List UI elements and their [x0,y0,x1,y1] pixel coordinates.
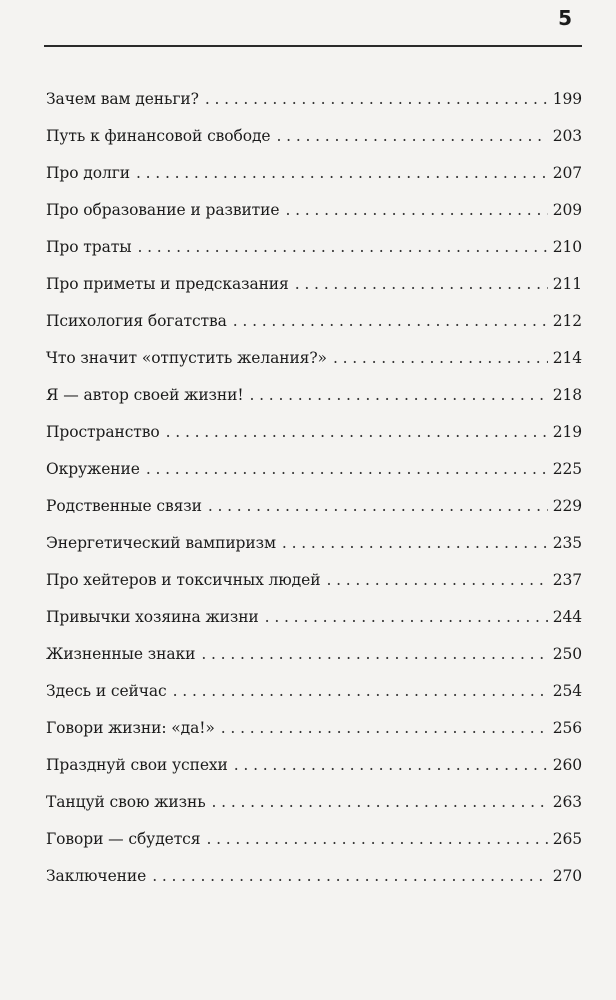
dot-leader [201,645,548,663]
header-divider [44,45,582,47]
toc-entry [46,709,582,746]
toc-entry-title: Путь к финансовой свободе [46,126,271,145]
toc-entry [46,672,582,709]
toc-entry [46,487,582,524]
toc-entry-page: 270 [552,866,582,885]
toc-entry-title: Здесь и сейчас [46,681,167,700]
dot-leader [205,90,548,108]
toc-entry-page: 254 [552,681,582,700]
toc-entry-title: Что значит «отпустить желания?» [46,348,327,367]
toc-entry-title: Родственные связи [46,496,202,515]
toc-entry-page: 218 [552,385,582,404]
toc-entry [46,339,582,376]
toc-entry [46,376,582,413]
toc-entry [46,524,582,561]
toc-entry [46,413,582,450]
toc-entry [46,117,582,154]
toc-entry-page: 237 [552,570,582,589]
toc-entry-title: Про образование и развитие [46,200,280,219]
toc-entry-page: 210 [552,237,582,256]
toc-entry-page: 229 [552,496,582,515]
toc-entry [46,154,582,191]
toc-entry-page: 244 [552,607,582,626]
dot-leader [233,312,548,330]
toc-entry-page: 207 [552,163,582,182]
toc-entry [46,561,582,598]
dot-leader [234,756,548,774]
toc-entry-page: 225 [552,459,582,478]
dot-leader [146,460,548,478]
dot-leader [285,201,548,219]
dot-leader [136,164,548,182]
toc-entry [46,783,582,820]
toc-entry [46,265,582,302]
toc-entry-title: Про хейтеров и токсичных людей [46,570,321,589]
toc-entry [46,302,582,339]
toc-entry-page: 263 [552,792,582,811]
dot-leader [295,275,548,293]
toc-entry [46,191,582,228]
toc-entry-page: 203 [552,126,582,145]
toc-entry-page: 199 [552,89,582,108]
toc-entry-title: Жизненные знаки [46,644,196,663]
toc-entry [46,80,582,117]
toc-entry-page: 235 [552,533,582,552]
toc-entry-page: 250 [552,644,582,663]
dot-leader [137,238,548,256]
dot-leader [208,497,548,515]
toc-entry-page: 214 [552,348,582,367]
toc-entry-title: Психология богатства [46,311,227,330]
dot-leader [173,682,548,700]
toc-entry-title: Привычки хозяина жизни [46,607,259,626]
dot-leader [277,127,548,145]
toc-entry-title: Зачем вам деньги? [46,89,199,108]
table-of-contents [46,80,582,894]
toc-entry [46,820,582,857]
toc-entry-title: Окружение [46,459,140,478]
toc-entry-page: 212 [552,311,582,330]
toc-entry-page: 219 [552,422,582,441]
toc-entry [46,228,582,265]
page-number: 5 [558,6,572,30]
toc-entry-title: Говори — сбудется [46,829,201,848]
toc-entry [46,635,582,672]
toc-entry-title: Говори жизни: «да!» [46,718,215,737]
toc-entry-title: Танцуй свою жизнь [46,792,206,811]
dot-leader [265,608,548,626]
toc-entry-title: Празднуй свои успехи [46,755,228,774]
dot-leader [221,719,548,737]
dot-leader [166,423,548,441]
toc-entry-title: Я — автор своей жизни! [46,385,244,404]
toc-entry-page: 260 [552,755,582,774]
toc-entry-page: 209 [552,200,582,219]
toc-entry-page: 256 [552,718,582,737]
toc-entry [46,746,582,783]
toc-entry-page: 211 [552,274,582,293]
dot-leader [250,386,549,404]
dot-leader [326,571,548,589]
toc-entry-page: 265 [552,829,582,848]
toc-entry-title: Энергетический вампиризм [46,533,276,552]
toc-entry-title: Заключение [46,866,147,885]
toc-entry [46,598,582,635]
toc-entry [46,450,582,487]
dot-leader [206,830,548,848]
toc-entry-title: Про долги [46,163,130,182]
toc-entry-title: Пространство [46,422,160,441]
dot-leader [333,349,548,367]
toc-entry-title: Про приметы и предсказания [46,274,289,293]
dot-leader [282,534,548,552]
dot-leader [152,867,548,885]
toc-entry [46,857,582,894]
dot-leader [212,793,548,811]
toc-entry-title: Про траты [46,237,132,256]
